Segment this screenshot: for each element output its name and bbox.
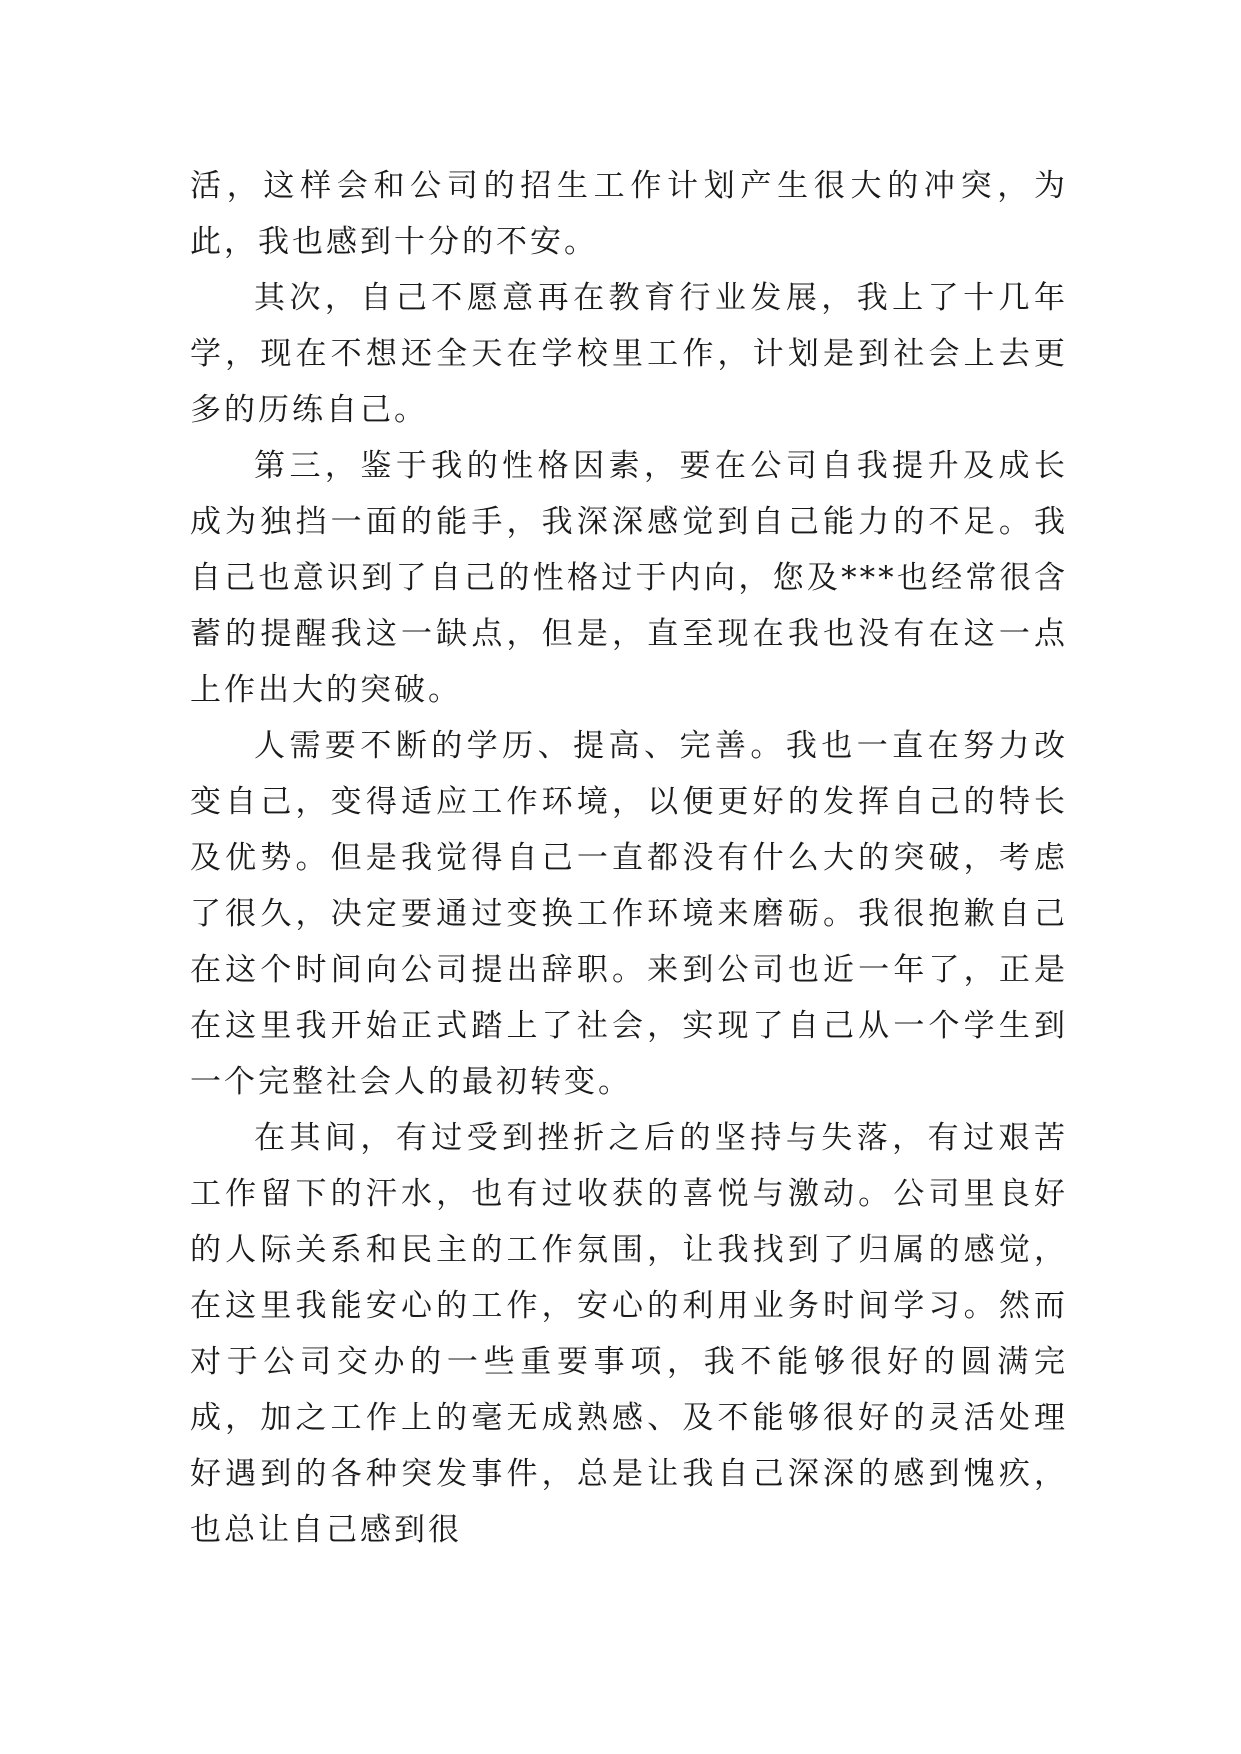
paragraph-experience: 在其间，有过受到挫折之后的坚持与失落，有过艰苦工作留下的汗水，也有过收获的喜悦与激动。公司里良好的人际关系和民主的工作氛围，让我找到了归属的感觉，在这里我能安心的工作，安心的利用业务时间学习。然而对于公司交办的一些重要事项，我不能够很好的圆满完成，加之工作上的毫无成熟感、及不能够很好的灵活处理好遇到的各种突发事件，总是让我自己深深的感到愧疚，也总让自己感到很 [190, 1120, 1068, 1548]
document-body [190, 158, 1068, 1558]
paragraph-second-reason: 其次，自己不愿意再在教育行业发展，我上了十几年学，现在不想还全天在学校里工作，计划是到社会上去更多的历练自己。 [190, 280, 1068, 428]
paragraph-third-reason: 第三，鉴于我的性格因素，要在公司自我提升及成长成为独挡一面的能手，我深深感觉到自己能力的不足。我自己也意识到了自己的性格过于内向，您及***也经常很含蓄的提醒我这一缺点，但是，直至现在我也没有在这一点上作出大的突破。 [190, 448, 1068, 708]
paragraph-continuation: 活，这样会和公司的招生工作计划产生很大的冲突，为此，我也感到十分的不安。 [190, 168, 1068, 260]
paragraph-self-improvement: 人需要不断的学历、提高、完善。我也一直在努力改变自己，变得适应工作环境，以便更好的发挥自己的特长及优势。但是我觉得自己一直都没有什么大的突破，考虑了很久，决定要通过变换工作环境来磨砺。我很抱歉自己在这个时间向公司提出辞职。来到公司也近一年了，正是在这里我开始正式踏上了社会，实现了自己从一个学生到一个完整社会人的最初转变。 [190, 728, 1068, 1100]
